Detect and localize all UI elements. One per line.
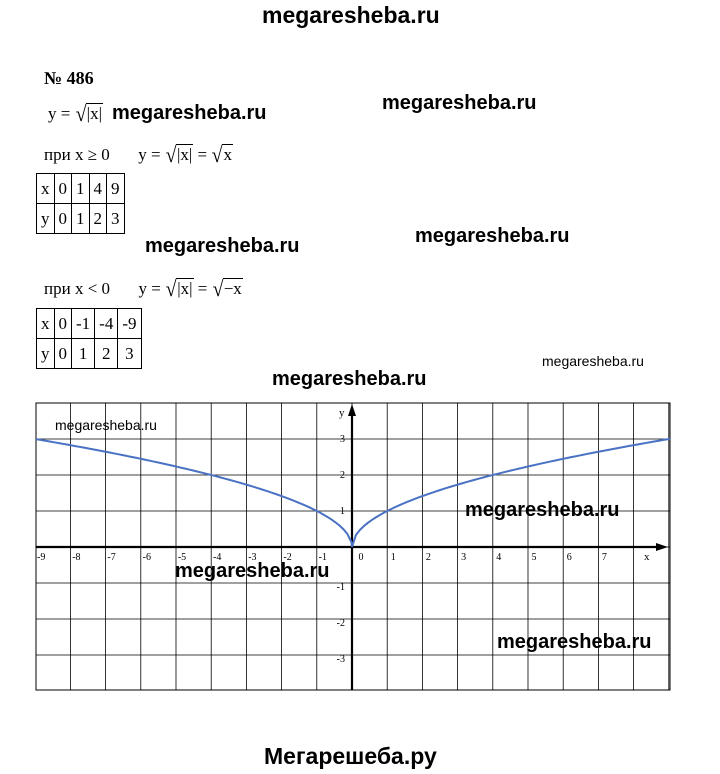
footer-site-watermark: Мегарешеба.ру [264, 743, 437, 769]
sqrt-icon: √ [165, 276, 177, 301]
x-tick-label: -3 [248, 552, 257, 563]
x-tick-label: 5 [531, 552, 537, 563]
table-cell: y [37, 339, 55, 369]
table-cell: 9 [107, 174, 125, 204]
tick-labels [37, 407, 650, 665]
x-tick-label: -4 [213, 552, 222, 563]
formula-lhs: y = [48, 104, 71, 123]
x-tick-label: 4 [496, 552, 502, 563]
formula-arg: |x| [86, 104, 102, 123]
x-tick-label: 0 [358, 552, 364, 563]
case-pos-lhs: y = [138, 145, 161, 164]
x-tick-label: -5 [177, 552, 187, 563]
problem-number: № 486 [44, 68, 94, 88]
x-tick-label: 2 [425, 552, 431, 563]
x-axis-arrow-icon [656, 543, 668, 551]
table-cell: 1 [72, 204, 90, 234]
x-tick-label: -9 [37, 552, 46, 563]
table-cell: -9 [118, 309, 141, 339]
y-tick-label: 2 [340, 470, 345, 481]
watermark: megaresheba.ru [415, 225, 570, 247]
table-cell: 3 [118, 339, 141, 369]
x-tick-label: -8 [72, 552, 81, 563]
x-tick-label: -7 [107, 552, 116, 563]
x-tick-label: 1 [390, 552, 396, 563]
table-cell: 1 [72, 339, 95, 369]
y-tick-label: 1 [340, 506, 345, 517]
watermark: megaresheba.ru [465, 499, 620, 521]
y-axis-label: y [339, 407, 345, 419]
y-tick-label: 3 [340, 434, 345, 445]
case-pos-arg1: |x| [176, 145, 193, 164]
watermark: megaresheba.ru [497, 631, 652, 653]
x-tick-label: -1 [318, 552, 327, 563]
y-axis-arrow-icon [348, 404, 356, 416]
table-cell: 2 [89, 204, 107, 234]
table-cell: -1 [72, 309, 95, 339]
table-cell: -4 [95, 309, 118, 339]
table-cell: 0 [54, 204, 72, 234]
y-tick-label: -3 [336, 654, 345, 665]
sqrt-icon: √ [165, 142, 177, 167]
table-cell: 0 [54, 309, 72, 339]
table-cell: y [37, 204, 55, 234]
x-tick-label: 7 [601, 552, 607, 563]
case-pos-arg2: x [223, 145, 232, 164]
watermark: megaresheba.ru [272, 368, 427, 390]
case-pos-eq: = [197, 145, 208, 164]
table-cell: x [37, 174, 55, 204]
table-cell: 2 [95, 339, 118, 369]
case-neg-lhs: y = [138, 279, 161, 298]
table-cell: 0 [54, 174, 72, 204]
watermark: megaresheba.ru [55, 417, 157, 433]
case-neg-cond: при x < 0 [44, 279, 111, 298]
x-axis-label: x [644, 551, 650, 563]
table-cell: 3 [107, 204, 125, 234]
case-pos-cond: при x ≥ 0 [44, 145, 110, 164]
x-tick-label: 6 [566, 552, 572, 563]
watermark: megaresheba.ru [145, 235, 300, 257]
table-cell: x [37, 309, 55, 339]
case-neg-arg1: |x| [177, 279, 193, 298]
watermark: megaresheba.ru [382, 92, 537, 114]
watermark: megaresheba.ru [175, 560, 330, 582]
sqrt-icon: √ [212, 276, 224, 301]
table-cell: 1 [72, 174, 90, 204]
table-cell: 4 [89, 174, 107, 204]
sqrt-icon: √ [211, 142, 223, 167]
case-neg-eq: = [197, 279, 208, 298]
x-tick-label: 3 [461, 552, 467, 563]
y-tick-label: -1 [336, 582, 345, 593]
sqrt-icon: √ [75, 101, 87, 126]
watermark: megaresheba.ru [542, 353, 644, 369]
watermark: megaresheba.ru [112, 102, 267, 124]
y-tick-label: -2 [336, 618, 345, 629]
x-tick-label: -2 [283, 552, 292, 563]
case-neg-arg2: −x [223, 279, 242, 298]
table-cell: 0 [54, 339, 72, 369]
header-site-watermark: megaresheba.ru [262, 2, 440, 28]
x-tick-label: -6 [142, 552, 151, 563]
